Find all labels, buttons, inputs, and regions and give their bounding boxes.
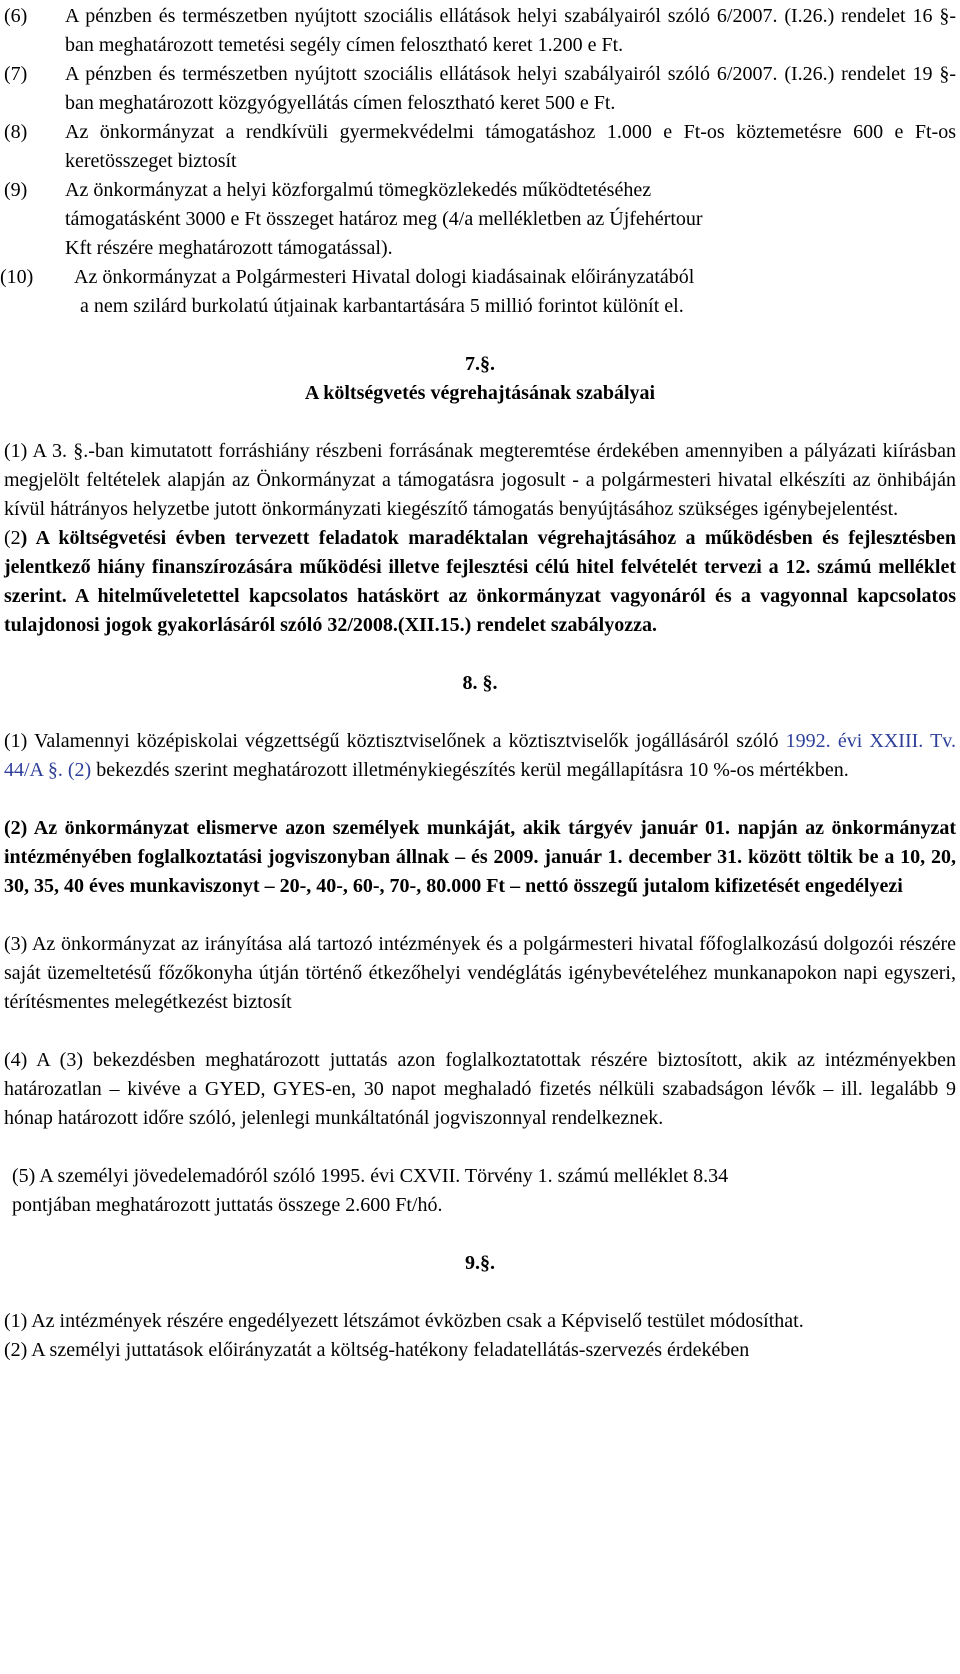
item-number: (9) [4, 179, 28, 201]
list-item-9 [4, 176, 956, 263]
item-number: (8) [4, 121, 28, 143]
law-reference: 1992. évi XXIII. Tv. 44/A §. (2) [4, 730, 956, 781]
paragraph-text: bekezdés szerint meghatározott illetménykiegészítés kerül megállapításra 10 %-os mértékben. [91, 759, 849, 781]
list-item-8 [4, 118, 956, 176]
list-item-7 [4, 60, 956, 118]
section-8-paragraph-4: (4) A (3) bekezdésben meghatározott juttatás azon foglalkoztatottak részére biztosított, akik az intézményekben határozatlan – kivéve a GYED, GYES-en, 30 napot meghaladó fizetés nélküli szabadságon lévők – ill. legalább 9 hónap határozott időre szóló, jelenlegi munkáltatónál jogviszonnyal rendelkeznek. [4, 1049, 956, 1129]
item-line: Kft részére meghatározott támogatással). [65, 237, 393, 259]
item-number: (6) [4, 5, 28, 27]
section-9-paragraph-1: (1) Az intézmények részére engedélyezett létszámot évközben csak a Képviselő testület módosíthat. [4, 1310, 804, 1332]
item-line: Az önkormányzat a helyi közforgalmú tömegközlekedés működtetéséhez [65, 179, 652, 201]
item-text: A pénzben és természetben nyújtott szociális ellátások helyi szabályairól szóló 6/2007. (I.26.) rendelet 19 §-ban meghatározott közgyógyellátás címen felosztható keret 500 e Ft. [65, 63, 956, 114]
item-line: támogatásként 3000 e Ft összeget határoz meg (4/a mellékletben az Újfehértour [65, 208, 703, 230]
item-line: Az önkormányzat a Polgármesteri Hivatal dologi kiadásainak előirányzatából [74, 266, 695, 288]
item-line: a nem szilárd burkolatú útjainak karbantartására 5 millió forintot különít el. [80, 295, 684, 317]
paragraph-text: (1) Valamennyi középiskolai végzettségű köztisztviselőnek a köztisztviselők jogállásáról szóló [4, 730, 786, 752]
paragraph-line: pontjában meghatározott juttatás összege 2.600 Ft/hó. [12, 1194, 443, 1216]
section-7-heading: 7.§. [465, 353, 495, 375]
section-8-paragraph-1 [4, 727, 956, 785]
section-9-paragraph-2: (2) A személyi juttatások előirányzatát a költség-hatékony feladatellátás-szervezés érdekében [4, 1339, 750, 1361]
item-text [4, 176, 956, 263]
item-number: (10) [0, 266, 34, 288]
list-item-6 [4, 2, 956, 60]
section-7-paragraph-2 [4, 524, 956, 640]
paragraph-number: (2 [4, 527, 21, 549]
section-7-title: A költségvetés végrehajtásának szabályai [304, 382, 656, 404]
item-text: A pénzben és természetben nyújtott szociális ellátások helyi szabályairól szóló 6/2007. (I.26.) rendelet 16 §-ban meghatározott temetési segély címen felosztható keret 1.200 e Ft. [65, 5, 956, 56]
paragraph-text: ) A költségvetési évben tervezett feladatok maradéktalan végrehajtásához a működésben és fejlesztésben jelentkező hiány finanszírozására működési illetve fejlesztési célú hitel felvételét tervezi a 12. számú melléklet szerint. A hitelműveletettel kapcsolatos hatáskört az önkormányzat vagyonáról és a vagyonnal kapcsolatos tulajdonosi jogok gyakorlásáról szóló 32/2008.(XII.15.) rendelet szabályozza. [4, 527, 956, 636]
paragraph-line: (5) A személyi jövedelemadóról szóló 1995. évi CXVII. Törvény 1. számú melléklet 8.34 [12, 1165, 729, 1187]
section-8-heading: 8. §. [462, 672, 498, 694]
section-8-paragraph-2: (2) Az önkormányzat elismerve azon személyek munkáját, akik tárgyév január 01. napján az önkormányzat intézményében foglalkoztatási jogviszonyban állnak – és 2009. január 1. december 31. között töltik be a 10, 20, 30, 35, 40 éves munkaviszonyt – 20-, 40-, 60-, 70-, 80.000 Ft – nettó összegű jutalom kifizetését engedélyezi [4, 817, 956, 897]
section-8-paragraph-3: (3) Az önkormányzat az irányítása alá tartozó intézmények és a polgármesteri hivatal főfoglalkozású dolgozói részére saját üzemeltetésű főzőkonyha útján történő étkezőhelyi vendéglátás igénybevételéhez munkanapokon napi egyszeri, térítésmentes melegétkezést biztosít [4, 933, 956, 1013]
item-number: (7) [4, 63, 28, 85]
list-item-10 [0, 263, 956, 321]
section-8-paragraph-5 [4, 1162, 956, 1220]
section-7-paragraph-1: (1) A 3. §.-ban kimutatott forráshiány részbeni forrásának megteremtése érdekében amennyiben a pályázati kiírásban megjelölt feltételek alapján az Önkormányzat a támogatásra jogosult - a polgármesteri hivatal elkészíti az önhibáján kívül hátrányos helyzetbe jutott önkormányzati kiegészítő támogatás benyújtásához szükséges igénybejelentést. [4, 440, 956, 520]
document-page [0, 2, 956, 1365]
item-text [4, 263, 956, 321]
section-9-heading: 9.§. [465, 1252, 495, 1274]
item-text: Az önkormányzat a rendkívüli gyermekvédelmi támogatáshoz 1.000 e Ft-os köztemetésre 600 e Ft-os keretösszeget biztosít [65, 121, 956, 172]
